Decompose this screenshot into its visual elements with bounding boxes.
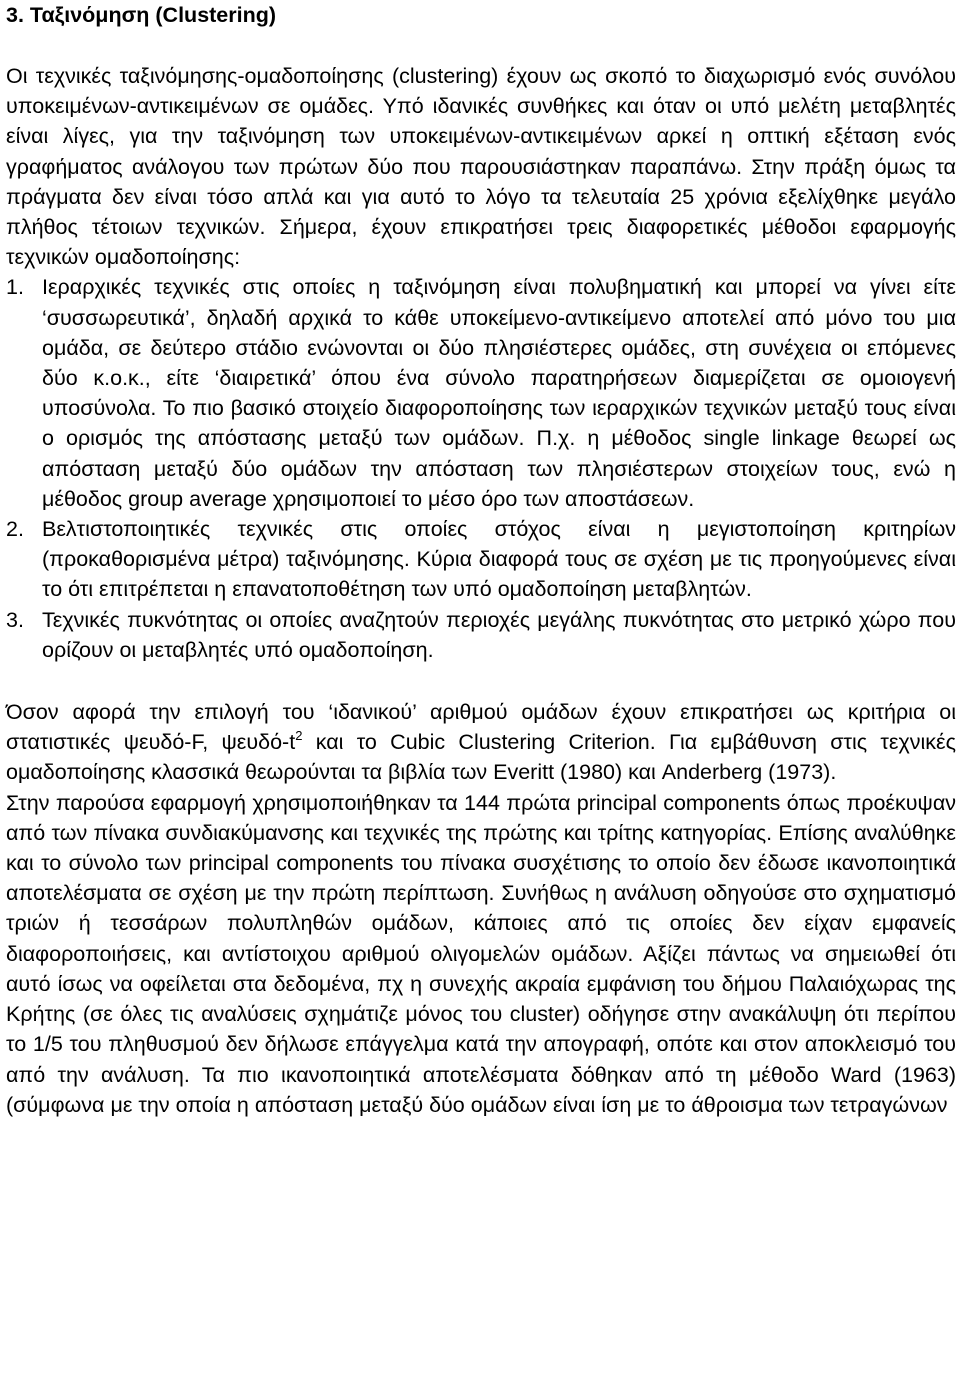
method-item-3 xyxy=(6,605,956,665)
list-number: 2. xyxy=(6,517,24,542)
paragraph-gap xyxy=(6,665,956,697)
method-text: Τεχνικές πυκνότητας οι οποίες αναζητούν περιοχές μεγάλης πυκνότητας στο μετρικό χώρο που ορίζουν οι μεταβλητές υπό ομαδοποίηση. xyxy=(42,607,956,662)
document-page xyxy=(6,0,956,1120)
criteria-text: Όσον αφορά την επιλογή του ‘ιδανικού’ αριθμού ομάδων έχουν επικρατήσει ως κριτήρια οι στατιστικές ψευδό-F, ψευδό-t xyxy=(6,700,956,755)
method-text: Ιεραρχικές τεχνικές στις οποίες η ταξινόμηση είναι πολυβηματική και μπορεί να γίνει είτε ‘συσσωρευτικά’, δηλαδή αρχικά το κάθε υποκείμενο-αντικείμενο αποτελεί από μόνο του μια ομάδα, σε δεύτερο στάδιο ενώνονται οι δύο πλησιέστερες ομάδες, στη συνέχεια οι επόμενες δύο κ.ο.κ., είτε ‘διαιρετικά’ όπου ένα σύνολο παρατηρήσεων διαμερίζεται σε ομοιογενή υποσύνολα. Το πιο βασικό στοιχείο διαφοροποίησης των ιεραρχικών τεχνικών μεταξύ τους είναι ο ορισμός της απόστασης μεταξύ των ομάδων. Π.χ. η μέθοδος single linkage θεωρεί ως απόσταση μεταξύ δύο ομάδων την απόσταση των πλησιέστερων στοιχείων τους, ενώ η μέθοδος group average χρησιμοποιεί το μέσο όρο των αποστάσεων. xyxy=(42,275,956,511)
list-number: 3. xyxy=(6,607,24,632)
list-number: 1. xyxy=(6,275,24,300)
application-paragraph: Στην παρούσα εφαρμογή χρησιμοποιήθηκαν τα 144 πρώτα principal components όπως προέκυψαν από των πίνακα συνδιακύμανσης και τεχνικές της πρώτης και τρίτης κατηγορίας. Επίσης αναλύθηκε και το σύνολο των principal components του πίνακα συσχέτισης το οποίο δεν έδωσε ικανοποιητικά αποτελέσματα σε σχέση με την πρώτη περίπτωση. Συνήθως η ανάλυση οδηγούσε στο σχηματισμό τριών ή τεσσάρων πολυπληθών ομάδων, κάποιες από τις οποίες δεν είχαν εμφανείς διαφοροποιήσεις, και αντίστοιχου αριθμού ολιγομελών ομάδων. Αξίζει πάντως να σημειωθεί ότι αυτό ίσως να οφείλεται στα δεδομένα, πχ η συνεχής ακραία εμφάνιση του δήμου Παλαιόχωρας της Κρήτης (σε όλες τις αναλύσεις σχημάτιζε μόνος του cluster) οδήγησε στην ανακάλυψη ότι περίπου το 1/5 του πληθυσμού δεν δήλωσε επάγγελμα κατά την απογραφή, οπότε και στον αποκλεισμό του από την ανάλυση. Τα πιο ικανοποιητικά αποτελέσματα δόθηκαν από τη μέθοδο Ward (1963) (σύμφωνα με την οποία η απόσταση μεταξύ δύο ομάδων είναι ίση με το άθροισμα των τετραγώνων xyxy=(6,790,956,1117)
criteria-paragraph xyxy=(6,697,956,788)
superscript: 2 xyxy=(295,728,303,744)
intro-paragraph: Οι τεχνικές ταξινόμησης-ομαδοποίησης (clustering) έχουν ως σκοπό το διαχωρισμό ενός συνόλου υποκειμένων-αντικειμένων σε ομάδες. Υπό ιδανικές συνθήκες και όταν οι υπό μελέτη μεταβλητές είναι λίγες, για την ταξινόμηση των υποκειμένων-αντικειμένων αρκεί η οπτική εξέταση ενός γραφήματος ανάλογου των πρώτων δύο που παρουσιάστηκαν παραπάνω. Στην πράξη όμως τα πράγματα δεν είναι τόσο απλά και για αυτό το λόγο τα τελευταία 25 χρόνια εξελίχθηκε μεγάλο πλήθος τέτοιων τεχνικών. Σήμερα, έχουν επικρατήσει τρεις διαφορετικές μέθοδοι εφαρμογής τεχνικών ομαδοποίησης: xyxy=(6,64,956,270)
method-item-2 xyxy=(6,514,956,605)
criteria-text-cont: και το Cubic Clustering Criterion. Για εμβάθυνση στις τεχνικές ομαδοποίησης κλασσικά θεωρούνται τα βιβλία των Everitt (1980) και Anderberg (1973). xyxy=(6,730,957,785)
methods-list xyxy=(6,272,956,665)
method-item-1 xyxy=(6,272,956,514)
section-heading: 3. Ταξινόμηση (Clustering) xyxy=(6,3,277,27)
method-text: Βελτιστοποιητικές τεχνικές στις οποίες στόχος είναι η μεγιστοποίηση κριτηρίων (προκαθορισμένα μέτρα) ταξινόμησης. Κύρια διαφορά τους σε σχέση με τις προηγούμενες είναι το ότι επιτρέπεται η επανατοποθέτηση των υπό ομαδοποίηση μεταβλητών. xyxy=(42,517,956,602)
